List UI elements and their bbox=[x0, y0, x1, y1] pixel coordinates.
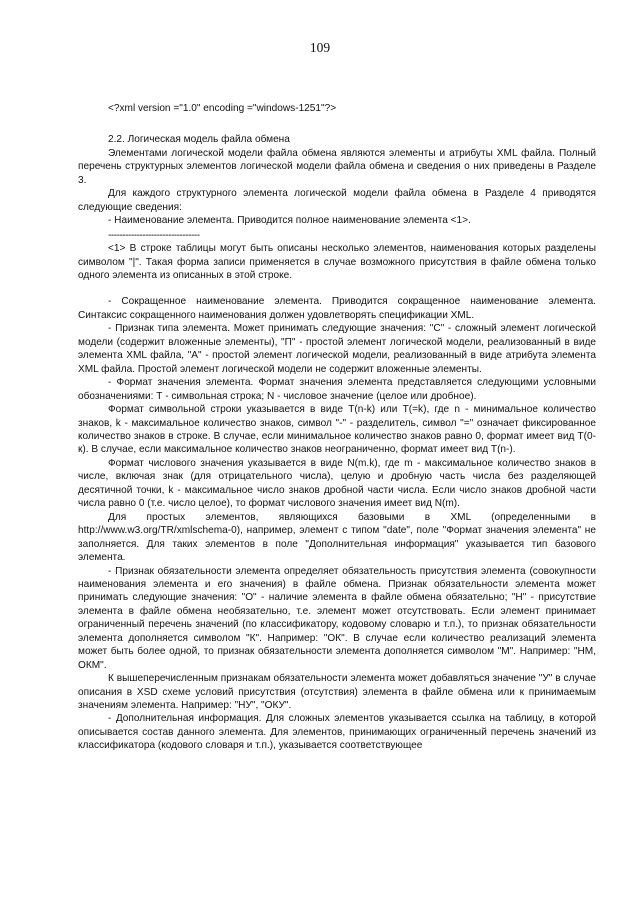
paragraph: - Дополнительная информация. Для сложных элементов указывается ссылка на таблицу, в которой описывается состав данного элемента. Для элементов, принимающих ограниченный перечень значений из классификатора (кодового словаря и т.п.), указывается соответствующее bbox=[78, 713, 596, 752]
paragraph: - Признак типа элемента. Может принимать следующие значения: "С" - сложный элемент логической модели (содержит вложенные элементы), "П" - простой элемент логической модели, реализованный в виде элемента XML файла, "А" - простой элемент логической модели, реализованный в виде атрибута элемента XML файла. Простой элемент логической модели не содержит вложенные элементы. bbox=[78, 323, 596, 375]
paragraph: Элементами логической модели файла обмена являются элементы и атрибуты XML файла. Полный перечень структурных элементов логической модели файла обмена и сведения о них приведены в Разделе 3. bbox=[78, 147, 596, 186]
paragraph: Для простых элементов, являющихся базовыми в XML (определенными в http://www.w3.org/TR/xmlschema-0), например, элемент с типом "date", поле "Формат значения элемента" не заполняется. Для таких элементов в поле "Дополнительная информация" указывается тип базового элемента. bbox=[78, 511, 596, 564]
page-content bbox=[78, 102, 596, 753]
paragraph: - Признак обязательности элемента определяет обязательность присутствия элемента (совокупности наименования элемента и его значения) в файле обмена. Признак обязательности элемента может принимать следующие значения: "О" - наличие элемента в файле обмена обязательно; "Н" - присутствие элемента в файле обмена необязательно, т.е. элемент может отсутствовать. Если элемент принимает ограниченный перечень значений (по классификатору, кодовому словарю и т.п.), то признак обязательности элемента дополняется символом "К". Например: "ОК". В случае если количество реализаций элемента может быть более одной, то признак обязательности элемента дополняется символом "М". Например: "НМ, ОКМ". bbox=[78, 565, 596, 671]
page-number: 109 bbox=[309, 40, 331, 55]
footnote: <1> В строке таблицы могут быть описаны несколько элементов, наименования которых разделены символом "|". Такая форма записи применяется в случае возможного присутствия в файле обмена только одного элемента из описанных в этой строке. bbox=[78, 243, 596, 281]
paragraph: - Формат значения элемента. Формат значения элемента представляется следующими условными обозначениями: Т - символьная строка; N - числовое значение (целое или дробное). bbox=[78, 377, 596, 402]
xml-declaration: <?xml version ="1.0" encoding ="windows-1251"?> bbox=[108, 103, 337, 114]
section-title: 2.2. Логическая модель файла обмена bbox=[108, 134, 290, 146]
paragraph: К вышеперечисленным признакам обязательности элемента может добавляться значение "У" в случае описания в XSD схеме условий присутствия (отсутствия) элемента в файле обмена или к принимаемым значениям элемента. Например: "НУ", "ОКУ". bbox=[78, 673, 596, 712]
paragraph: - Сокращенное наименование элемента. Приводится сокращенное наименование элемента. Синтаксис сокращенного наименования должен удовлетворять спецификации XML. bbox=[78, 296, 596, 321]
paragraph: Для каждого структурного элемента логической модели файла обмена в Разделе 4 приводятся следующие сведения: bbox=[78, 188, 596, 213]
paragraph: Формат числового значения указывается в виде N(m.k), где m - максимальное количество знаков в числе, включая знак (для отрицательного числа), целую и дробную часть числа без разделяющей десятичной точки, k - максимальное число знаков дробной части числа. Если число знаков дробной части числа равно 0 (т.е. число целое), то формат числового значения имеет вид N(m). bbox=[78, 457, 596, 510]
paragraph: - Наименование элемента. Приводится полное наименование элемента <1>. bbox=[108, 215, 471, 227]
paragraph: Формат символьной строки указывается в виде Т(n-k) или T(=k), где n - минимальное количество знаков, k - максимальное количество знаков, символ "-" - разделитель, символ "=" означает фиксированное количество знаков в строке. В случае, если минимальное количество знаков равно 0, формат имеет вид Т(0-к). В случае, если максимальное количество знаков неограниченно, формат имеет вид Т(n-). bbox=[78, 404, 596, 456]
footnote-separator: -------------------------------- bbox=[108, 229, 200, 241]
